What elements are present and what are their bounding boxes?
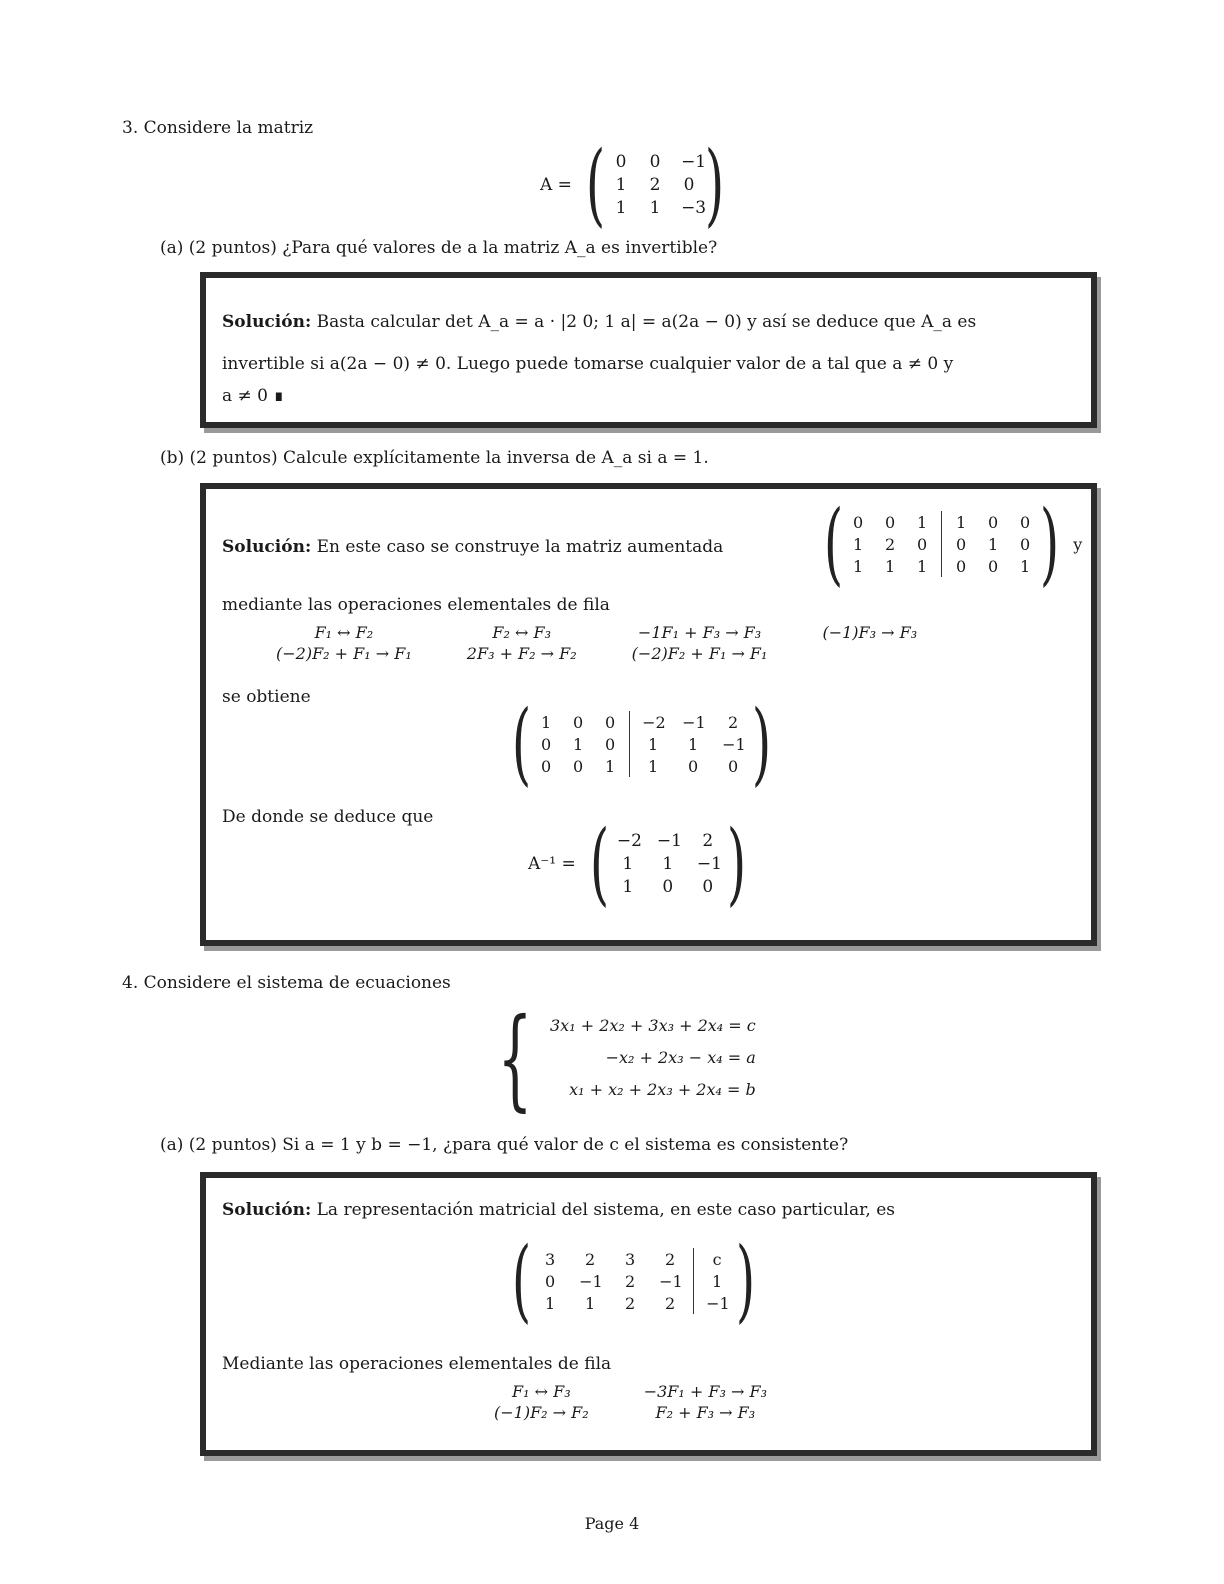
matrix-cell: 2F₃ + F₂ → F₂ xyxy=(466,644,577,663)
matrix-cell: 1 xyxy=(917,556,928,576)
solution-4a-text-1: La representación matricial del sistema, en este caso particular, es xyxy=(316,1200,895,1220)
matrix-cell: 1 xyxy=(622,854,634,874)
matrix-cell: 2 xyxy=(728,712,739,732)
matrix-cell: (−1)F₂ → F₂ xyxy=(494,1403,589,1422)
matrix-cell: 0 xyxy=(683,175,695,195)
solution-label: Solución: xyxy=(222,1200,312,1220)
matrix-cell: 2 xyxy=(585,1249,596,1269)
matrix-cell: 0 xyxy=(917,534,928,554)
matrix-cell: 0 xyxy=(728,756,739,776)
matrix-cell: −1 xyxy=(722,734,746,754)
solution-4a-line-1 xyxy=(222,1200,895,1220)
result-matrix-3b: ( 1 0 0 0 1 0 0 0 1 −2 −1 2 1 1 −1 1 0 0 ) xyxy=(511,691,772,796)
matrix-cell: 0 xyxy=(988,556,999,576)
matrix-cell: 0 xyxy=(573,712,584,732)
matrix-cell: −1 xyxy=(706,1293,730,1313)
matrix-cell: 1 xyxy=(605,756,616,776)
problem-3a-question: (a) (2 puntos) ¿Para qué valores de a la matriz A_a es invertible? xyxy=(160,238,718,258)
solution-3b-ops-intro: mediante las operaciones elementales de fila xyxy=(222,595,610,615)
matrix-cell: −3F₁ + F₃ → F₃ xyxy=(643,1382,767,1401)
matrix-cell: 1 xyxy=(648,734,659,754)
matrix-cell: 0 xyxy=(988,512,999,532)
problem-4-statement: 4. Considere el sistema de ecuaciones xyxy=(122,973,451,993)
problem-3b-question: (b) (2 puntos) Calcule explícitamente la inversa de A_a si a = 1. xyxy=(160,448,709,468)
solution-box-4a xyxy=(200,1172,1097,1456)
matrix-cell: 1 xyxy=(541,712,552,732)
solution-3a-text-1: Basta calcular det A_a = a · |2 0; 1 a| = a(2a − 0) y así se deduce que A_a es xyxy=(316,312,977,332)
inverse-matrix xyxy=(616,831,722,897)
matrix-cell: 0 xyxy=(1020,534,1031,554)
matrix-cell: 3 xyxy=(625,1249,636,1269)
matrix-cell: 0 xyxy=(662,877,674,897)
matrix-cell: 2 xyxy=(625,1293,636,1313)
matrix-cell: 1 xyxy=(662,854,674,874)
matrix-a-label: A = xyxy=(540,175,572,195)
matrix-cell: −1 xyxy=(696,854,722,874)
matrix-cell: 2 xyxy=(885,534,896,554)
matrix-cell: 0 xyxy=(688,756,699,776)
matrix-cell: 1 xyxy=(1020,556,1031,576)
matrix-cell: −1 xyxy=(656,831,682,851)
matrix-cell: 0 xyxy=(573,756,584,776)
matrix-cell: 1 xyxy=(545,1293,556,1313)
matrix-cell: 0 xyxy=(545,1271,556,1291)
matrix-cell: −1 xyxy=(681,152,707,172)
solution-3b-obtain: se obtiene xyxy=(222,687,311,707)
matrix-cell: 0 xyxy=(853,512,864,532)
matrix-cell: 1 xyxy=(688,734,699,754)
matrix-cell: 1 xyxy=(585,1293,596,1313)
matrix-cell: 0 xyxy=(541,756,552,776)
matrix-cell: 2 xyxy=(649,175,661,195)
solution-box-3a xyxy=(200,272,1097,428)
matrix-cell: 0 xyxy=(1020,512,1031,532)
matrix-cell: −2 xyxy=(616,831,642,851)
matrix-cell: c xyxy=(712,1249,722,1269)
matrix-cell: F₂ ↔ F₃ xyxy=(492,623,552,642)
matrix-cell: 1 xyxy=(956,512,967,532)
matrix-cell: 1 xyxy=(573,734,584,754)
solution-3a-line-1 xyxy=(222,312,976,332)
matrix-cell: 1 xyxy=(648,756,659,776)
matrix-cell: 1 xyxy=(885,556,896,576)
matrix-cell: F₂ + F₃ → F₃ xyxy=(655,1403,756,1422)
matrix-cell: −2 xyxy=(642,712,666,732)
equation-line: −x₂ + 2x₃ − x₄ = a xyxy=(605,1048,756,1067)
matrix-a xyxy=(613,152,707,218)
row-operations-3b xyxy=(276,623,917,663)
matrix-cell: F₁ ↔ F₃ xyxy=(512,1382,571,1401)
equation-system: { 3x₁ + 2x₂ + 3x₃ + 2x₄ = c −x₂ + 2x₃ − x₄ = a x₁ + x₂ + 2x₃ + 2x₄ = b xyxy=(497,994,756,1122)
matrix-cell: 1 xyxy=(853,534,864,554)
problem-3-statement: 3. Considere la matriz xyxy=(122,118,314,138)
solution-3b-line-1 xyxy=(222,537,723,557)
augmented-matrix-after: y xyxy=(1073,534,1083,554)
matrix-cell: 2 xyxy=(702,831,714,851)
matrix-cell: 2 xyxy=(665,1249,676,1269)
matrix-cell: 2 xyxy=(625,1271,636,1291)
solution-4a-ops-intro: Mediante las operaciones elementales de fila xyxy=(222,1354,612,1374)
matrix-cell: 0 xyxy=(956,556,967,576)
matrix-cell: 1 xyxy=(615,175,627,195)
matrix-cell: (−1)F₃ → F₃ xyxy=(822,623,918,642)
augmented-matrix-3b: ( 0 0 1 1 2 0 1 1 1 1 0 0 0 1 0 0 0 1 ) y xyxy=(823,491,1083,596)
matrix-cell: −1 xyxy=(682,712,706,732)
matrix-cell: 0 xyxy=(956,534,967,554)
solution-3a-line-3: a ≠ 0 ∎ xyxy=(222,386,285,406)
solution-3b-deduce: De donde se deduce que xyxy=(222,807,434,827)
matrix-cell: 1 xyxy=(615,198,627,218)
solution-label: Solución: xyxy=(222,537,312,557)
matrix-cell: 1 xyxy=(988,534,999,554)
matrix-cell: 2 xyxy=(665,1293,676,1313)
equation-line: 3x₁ + 2x₂ + 3x₃ + 2x₄ = c xyxy=(550,1016,756,1035)
solution-box-3b xyxy=(200,483,1097,946)
matrix-cell: 0 xyxy=(605,712,616,732)
inverse-matrix-display: A⁻¹ = ( −2 −1 2 1 1 −1 1 0 0 ) xyxy=(528,811,747,916)
matrix-cell: 1 xyxy=(649,198,661,218)
problem-4a-question: (a) (2 puntos) Si a = 1 y b = −1, ¿para qué valor de c el sistema es consistente? xyxy=(160,1135,849,1155)
matrix-cell: 0 xyxy=(541,734,552,754)
matrix-cell xyxy=(822,644,917,663)
augmented-matrix-4a: ( 3 2 3 2 0 −1 2 −1 1 1 2 2 c 1 −1 ) xyxy=(511,1228,756,1333)
inverse-label: A⁻¹ = xyxy=(528,854,576,874)
page-number: Page 4 xyxy=(584,1514,640,1533)
equation-line: x₁ + x₂ + 2x₃ + 2x₄ = b xyxy=(569,1080,756,1099)
matrix-cell: 0 xyxy=(605,734,616,754)
matrix-cell: (−2)F₂ + F₁ → F₁ xyxy=(276,644,412,663)
matrix-cell: 0 xyxy=(649,152,661,172)
matrix-cell: −1 xyxy=(659,1271,683,1291)
matrix-cell: 3 xyxy=(545,1249,556,1269)
matrix-cell: −3 xyxy=(681,198,707,218)
matrix-cell: 1 xyxy=(853,556,864,576)
solution-label: Solución: xyxy=(222,312,312,332)
row-operations-4a xyxy=(494,1382,767,1422)
matrix-cell: −1F₁ + F₃ → F₃ xyxy=(637,623,762,642)
matrix-cell: 0 xyxy=(615,152,627,172)
matrix-cell: 0 xyxy=(702,877,714,897)
solution-3a-line-2: invertible si a(2a − 0) ≠ 0. Luego puede tomarse cualquier valor de a tal que a ≠ 0 y xyxy=(222,354,954,374)
matrix-cell: F₁ ↔ F₂ xyxy=(314,623,374,642)
matrix-cell: (−2)F₂ + F₁ → F₁ xyxy=(631,644,768,663)
matrix-a-display: A = ( 0 0 −1 1 2 0 1 1 −3 ) xyxy=(540,132,725,237)
matrix-cell: −1 xyxy=(579,1271,603,1291)
matrix-cell: 1 xyxy=(712,1271,723,1291)
matrix-cell: 1 xyxy=(917,512,928,532)
matrix-cell: 1 xyxy=(622,877,634,897)
solution-3b-text-1: En este caso se construye la matriz aumentada xyxy=(316,537,724,557)
matrix-cell: 0 xyxy=(885,512,896,532)
